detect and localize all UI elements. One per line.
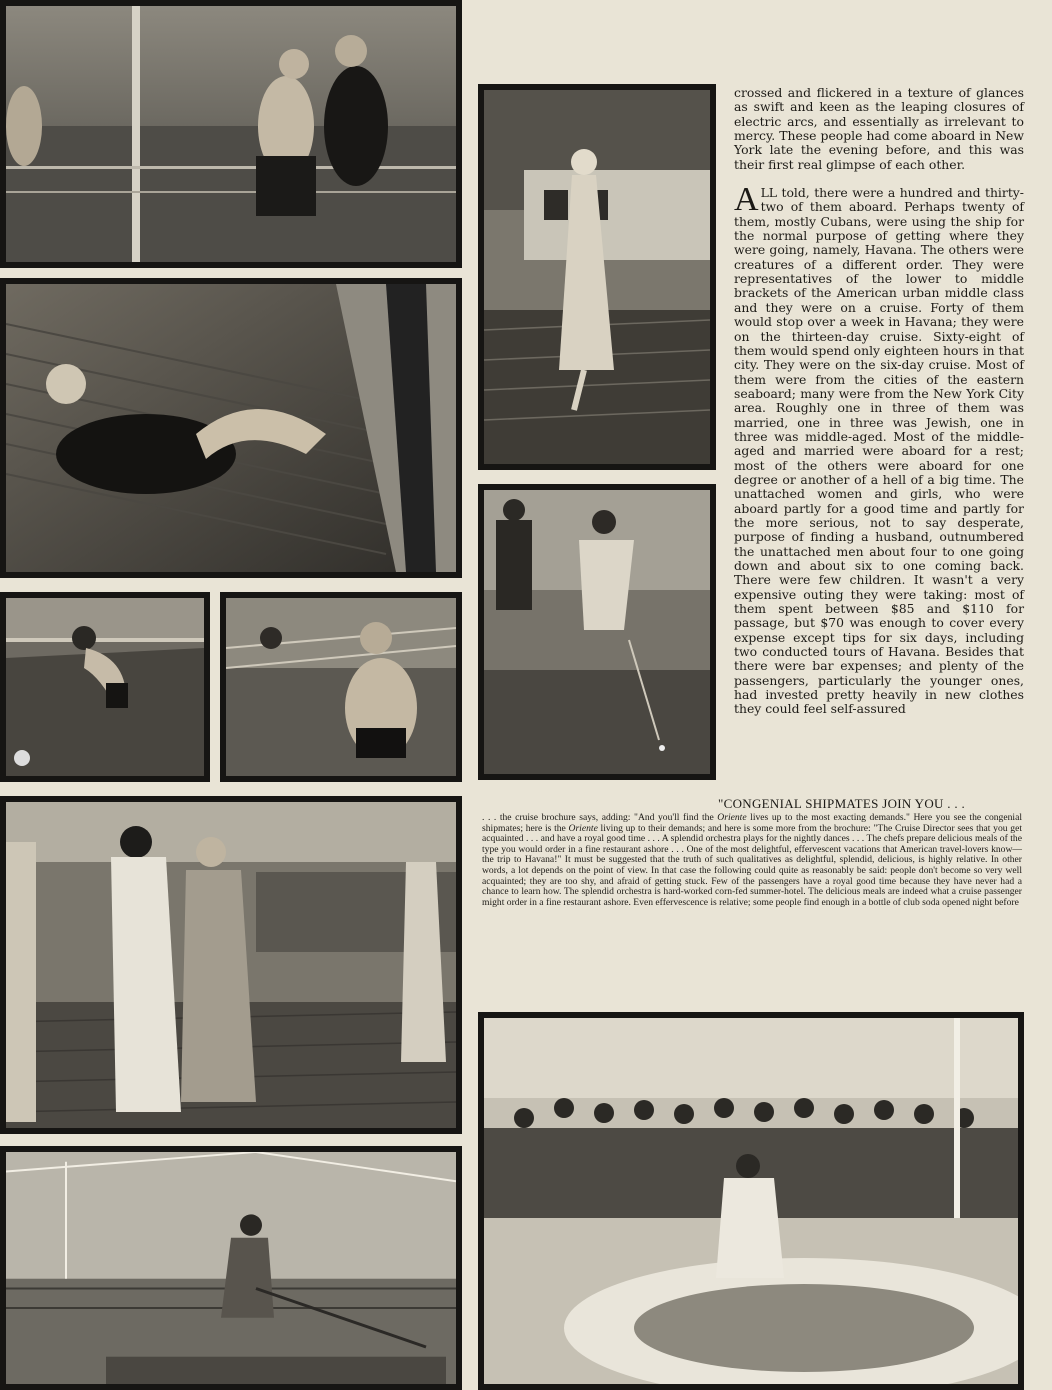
caption-part-2: lives up to the most exacting demands." Here you see the congenial shipmates; here is the	[482, 812, 1022, 834]
caption-ship-name-2: Oriente	[568, 822, 598, 834]
article-paragraph-2-body: Perhaps twenty of them, mostly Cubans, were using the ship for the normal purpose of getting where they were going, namely, Havana. The others were creatures of a different order. They were representatives of the lower to middle brackets of the American urban middle class and they were on a cruise. Forty of them would stop over a week in Havana; they were on the thirteen-day cruise. Sixty-eight of them would spend only eighteen hours in that city. They were on the six-day cruise. Most of them were from the cities of the eastern seaboard; many were from the New York City area. Roughly one in three of them was married, one in three was Jewish, one in three was middle-aged. Most of the middle-aged and married were aboard for a rest; most of the others were aboard for one degree or another of a hell of a big time. The unattached women and girls, who were aboard partly for a good time and partly for the more serious, not to say desperate, purpose of finding a husband, outnumbered the unattached men about four to one going down and about six to one coming back. There were few children. It wasn't a very expensive outing they were taking: most of them spent between $85 and $110 for passage, but $70 was enough to cover every expense except tips for six days, including two conducted tours of Havana. Besides that there were bar expenses; and plenty of the passengers, particularly the younger ones, had invested pretty heavily in new clothes they could feel self-assured	[734, 199, 1024, 717]
photo-officer-dancing-image	[6, 802, 456, 1128]
photo-couple-at-rail-image	[226, 598, 456, 776]
caption-heading: "CONGENIAL SHIPMATES JOIN YOU . . .	[718, 796, 966, 811]
article-paragraph-1: crossed and flickered in a texture of glances as swift and keen as the leaping closures of electric arcs, and essentially as irrelevant to mercy. These people had come aboard in New York late the evening before, and this was their first real glimpse of each other.	[734, 85, 1024, 172]
article-paragraph-2-lead: LL told, there were a hundred and thirty-two of them aboard.	[760, 185, 1024, 215]
caption-ship-name-1: Oriente	[717, 812, 747, 823]
article-text	[734, 86, 1024, 717]
photo-golf-putting-image	[484, 490, 710, 774]
photo-shuffleboard	[0, 1146, 462, 1390]
drop-cap: A	[734, 181, 759, 219]
photo-golf-putting	[478, 484, 716, 780]
photo-woman-bending	[0, 592, 210, 782]
photo-couple-at-rail	[220, 592, 462, 782]
article-paragraph-2	[734, 181, 1024, 717]
photo-woman-sunbathing	[0, 278, 462, 578]
photo-men-at-rail-image	[6, 6, 456, 262]
photo-horse-race-game	[478, 1012, 1024, 1390]
caption-part-1: . . . the cruise brochure says, adding: "And you'll find the	[482, 812, 718, 823]
photo-woman-sunbathing-image	[6, 284, 456, 572]
photo-men-at-rail	[0, 0, 462, 268]
photo-officer-dancing	[0, 796, 462, 1134]
caption-text	[482, 813, 1022, 908]
photo-horse-race-game-image	[484, 1018, 1018, 1384]
photo-woman-dancing-image	[484, 90, 710, 464]
caption-part-3: living up to their demands; and here is some more from the brochure: "The Cruise Director sees that you get acquainted . . . and have a royal good time . . . A splendid orchestra plays for the nightly dances . . . The chefs prepare delicious meals of the type you would order in a fine restaurant ashore . . . One of the most delightful, effervescent vacations that American travel-lovers know—the trip to Havana!" It must be suggested that the truth of such qualitatives as delightful, splendid, delicious, is highly relative. In other words, a lot depends on the point of view. In that case the following could quite as reasonably be said: people don't become so very well acquainted; they are too shy, and afraid of getting stuck. Few of the passengers have a royal good time because they have never had a chance to learn how. The splendid orchestra is hard-worked corn-fed summer-hotel. The delicious meals are indeed what a cruise passenger might order in a fine restaurant ashore. Even effervescence is relative; some people find enough in a bottle of club soda opened night before	[482, 822, 1022, 908]
photo-shuffleboard-image	[6, 1152, 456, 1384]
photo-woman-bending-image	[6, 598, 204, 776]
photo-woman-dancing	[478, 84, 716, 470]
